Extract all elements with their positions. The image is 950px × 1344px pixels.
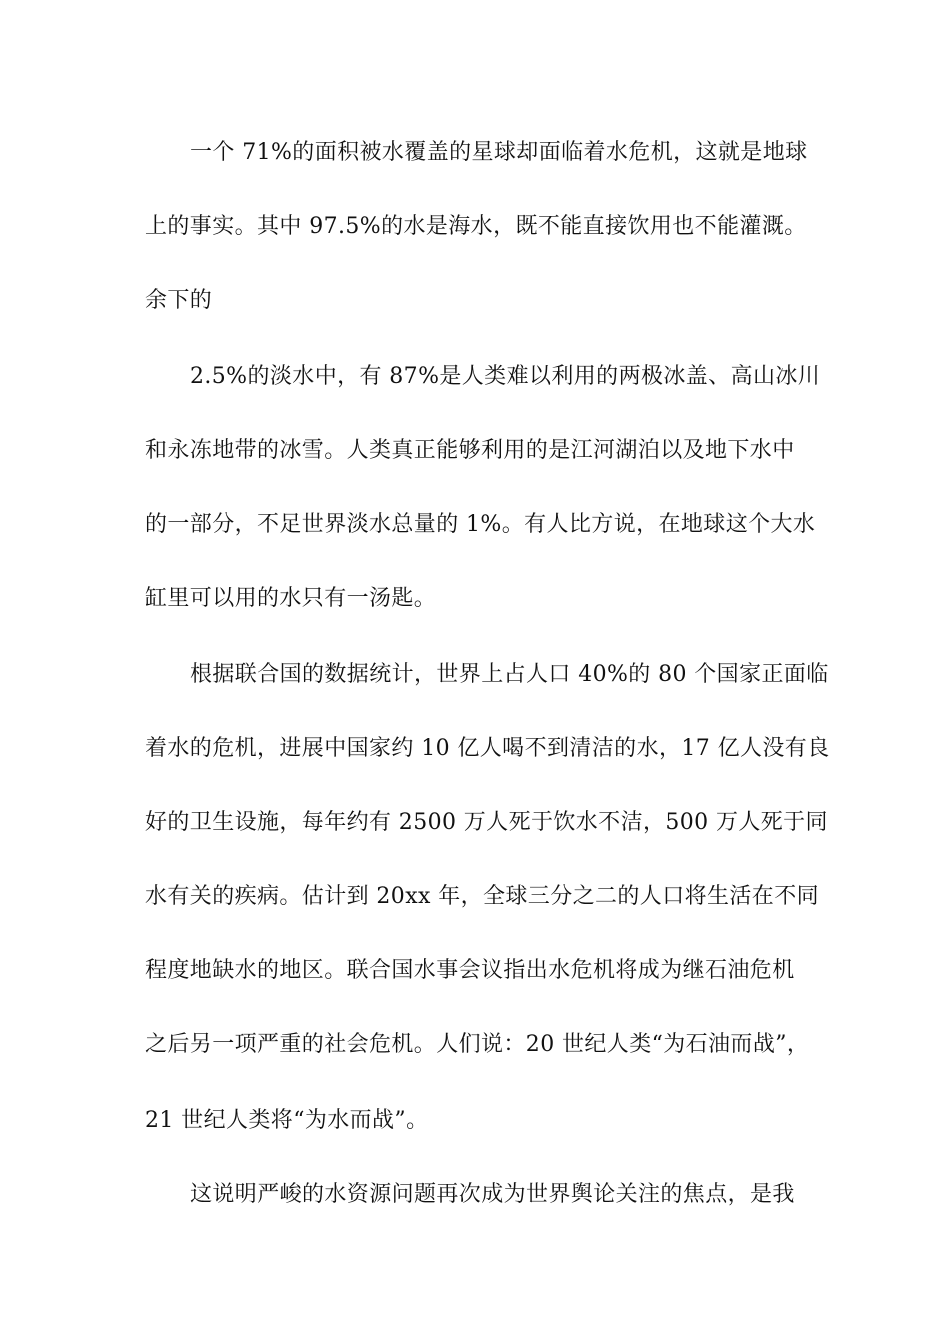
paragraph-3-line-7: 21 世纪人类将“为水而战”。 [145, 1108, 429, 1133]
paragraph-1-line-1: 一个 71%的面积被水覆盖的星球却面临着水危机，这就是地球 [190, 140, 808, 165]
paragraph-2-line-4: 缸里可以用的水只有一汤匙。 [145, 586, 437, 611]
paragraph-4-line-1: 这说明严峻的水资源问题再次成为世界舆论关注的焦点，是我 [190, 1182, 795, 1207]
paragraph-3-line-5: 程度地缺水的地区。联合国水事会议指出水危机将成为继石油危机 [145, 958, 795, 983]
paragraph-1-line-2: 上的事实。其中 97.5%的水是海水，既不能直接饮用也不能灌溉。 [145, 214, 807, 239]
paragraph-3-line-3: 好的卫生设施，每年约有 2500 万人死于饮水不洁，500 万人死于同 [145, 810, 828, 835]
paragraph-2-line-2: 和永冻地带的冰雪。人类真正能够利用的是江河湖泊以及地下水中 [145, 438, 795, 463]
paragraph-3-line-1: 根据联合国的数据统计，世界上占人口 40%的 80 个国家正面临 [190, 662, 829, 687]
paragraph-2-line-3: 的一部分，不足世界淡水总量的 1%。有人比方说，在地球这个大水 [145, 512, 816, 537]
paragraph-3-line-2: 着水的危机，进展中国家约 10 亿人喝不到清洁的水，17 亿人没有良 [145, 736, 830, 761]
paragraph-3-line-4: 水有关的疾病。估计到 20xx 年，全球三分之二的人口将生活在不同 [145, 884, 819, 909]
paragraph-2-line-1: 2.5%的淡水中，有 87%是人类难以利用的两极冰盖、高山冰川 [190, 364, 821, 389]
paragraph-1-line-3: 余下的 [145, 288, 213, 313]
paragraph-3-line-6: 之后另一项严重的社会危机。人们说：20 世纪人类“为石油而战”， [145, 1032, 810, 1057]
